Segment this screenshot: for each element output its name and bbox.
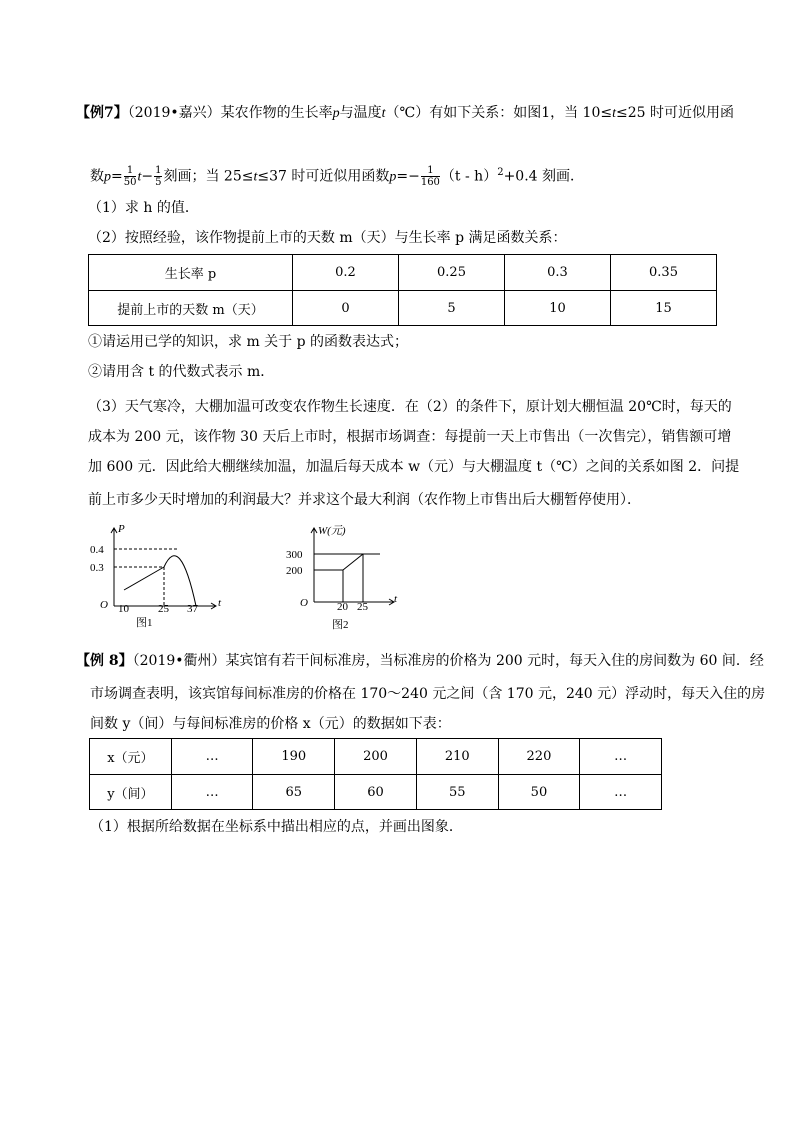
ex7-line2: 数p= $\frac{1}{50}$ t− $\frac{1}{5}$ 刻画；当 25≤t≤37 时可近似用函数p=− $\frac{1}{160}$ （t - h）$^2$+0.4 刻画．: [90, 165, 585, 189]
ex8-line2: 市场调查表明，该宾馆每间标准房的价格在 170～240 元之间（含 170 元，240 元）浮动时，每天入住的房: [90, 686, 766, 702]
fig1-xtick-25: 25: [158, 603, 169, 615]
table-row: y（间） … 65 60 55 50 …: [90, 775, 662, 810]
figure-1: [84, 520, 234, 632]
fig2-ylabel: W(元): [318, 525, 346, 537]
fraction-1-50: $\frac{1}{50}$: [123, 165, 137, 189]
ex7-question-1: （1）求 h 的值．: [88, 200, 199, 216]
ex8-line3: 间数 y（间）与每间标准房的价格 x（元）的数据如下表：: [90, 716, 451, 732]
fig1-xtick-10: 10: [118, 603, 129, 615]
table-row: 提前上市的天数 m（天） 0 5 10 15: [89, 291, 717, 326]
ex7-question-3-line3: 加 600 元．因此给大棚继续加温，加温后每天成本 w（元）与大棚温度 t（℃）之间的关系如图 2．问提: [88, 459, 740, 475]
ex7-tag: 【例7】: [76, 105, 128, 121]
fig2-xtick-25: 25: [357, 601, 368, 613]
ex7-line1: 【例7】（2019•嘉兴）某农作物的生长率p与温度t（℃）有如下关系：如图1，当 10≤t≤25 时可近似用函: [76, 105, 734, 121]
fig2-ytick-200: 200: [286, 565, 303, 577]
ex8-tag: 【例 8】: [76, 653, 133, 669]
fig1-ylabel: P: [118, 523, 125, 535]
fig2-caption: 图2: [332, 619, 349, 631]
ex7-table: [88, 254, 717, 326]
figure-2: [282, 522, 412, 634]
fig1-origin: O: [100, 599, 108, 611]
fig1-ytick-04: 0.4: [90, 544, 104, 556]
ex7-subquestion-1: ①请运用已学的知识，求 m 关于 p 的函数表达式；: [88, 334, 409, 350]
fraction-1-160: $\frac{1}{160}$: [420, 165, 440, 189]
fig2-rise: [343, 554, 363, 570]
fig1-linear-segment: [124, 567, 164, 590]
fig2-origin: O: [300, 597, 308, 609]
ex7-source: （2019•嘉兴）: [127, 105, 221, 121]
fig1-xtick-37: 37: [187, 603, 198, 615]
fig1-caption: 图1: [136, 617, 153, 629]
ex7-question-3-line2: 成本为 200 元，该作物 30 天后上市时，根据市场调查：每提前一天上市售出（一次售完），销售额可增: [88, 429, 732, 445]
ex7-question-3-line4: 前上市多少天时增加的利润最大？并求这个最大利润（农作物上市售出后大棚暂停使用）．: [88, 492, 641, 508]
ex7-question-2: （2）按照经验，该作物提前上市的天数 m（天）与生长率 p 满足函数关系：: [88, 230, 567, 246]
ex7-subquestion-2: ②请用含 t 的代数式表示 m．: [88, 364, 275, 380]
fig2-xtick-20: 20: [337, 601, 348, 613]
table-row: x（元） … 190 200 210 220 …: [90, 739, 662, 775]
fig1-ytick-03: 0.3: [90, 562, 104, 574]
fig2-xlabel: t: [394, 593, 398, 605]
fraction-1-5: $\frac{1}{5}$: [155, 165, 162, 189]
fig1-xlabel: t: [218, 597, 222, 609]
fig1-parabola-segment: [164, 556, 196, 606]
ex8-line1: 【例 8】（2019•衢州）某宾馆有若干间标准房，当标准房的价格为 200 元时，每天入住的房间数为 60 间．经: [76, 653, 764, 669]
ex8-source: （2019•衢州）: [132, 653, 226, 669]
ex8-table: [89, 738, 662, 810]
table-row: 生长率 p 0.2 0.25 0.3 0.35: [89, 255, 717, 291]
ex7-question-3-line1: （3）天气寒冷，大棚加温可改变农作物生长速度．在（2）的条件下，原计划大棚恒温 20℃时，每天的: [88, 399, 732, 415]
ex8-question-1: （1）根据所给数据在坐标系中描出相应的点，并画出图象．: [90, 819, 463, 835]
fig2-ytick-300: 300: [286, 549, 303, 561]
